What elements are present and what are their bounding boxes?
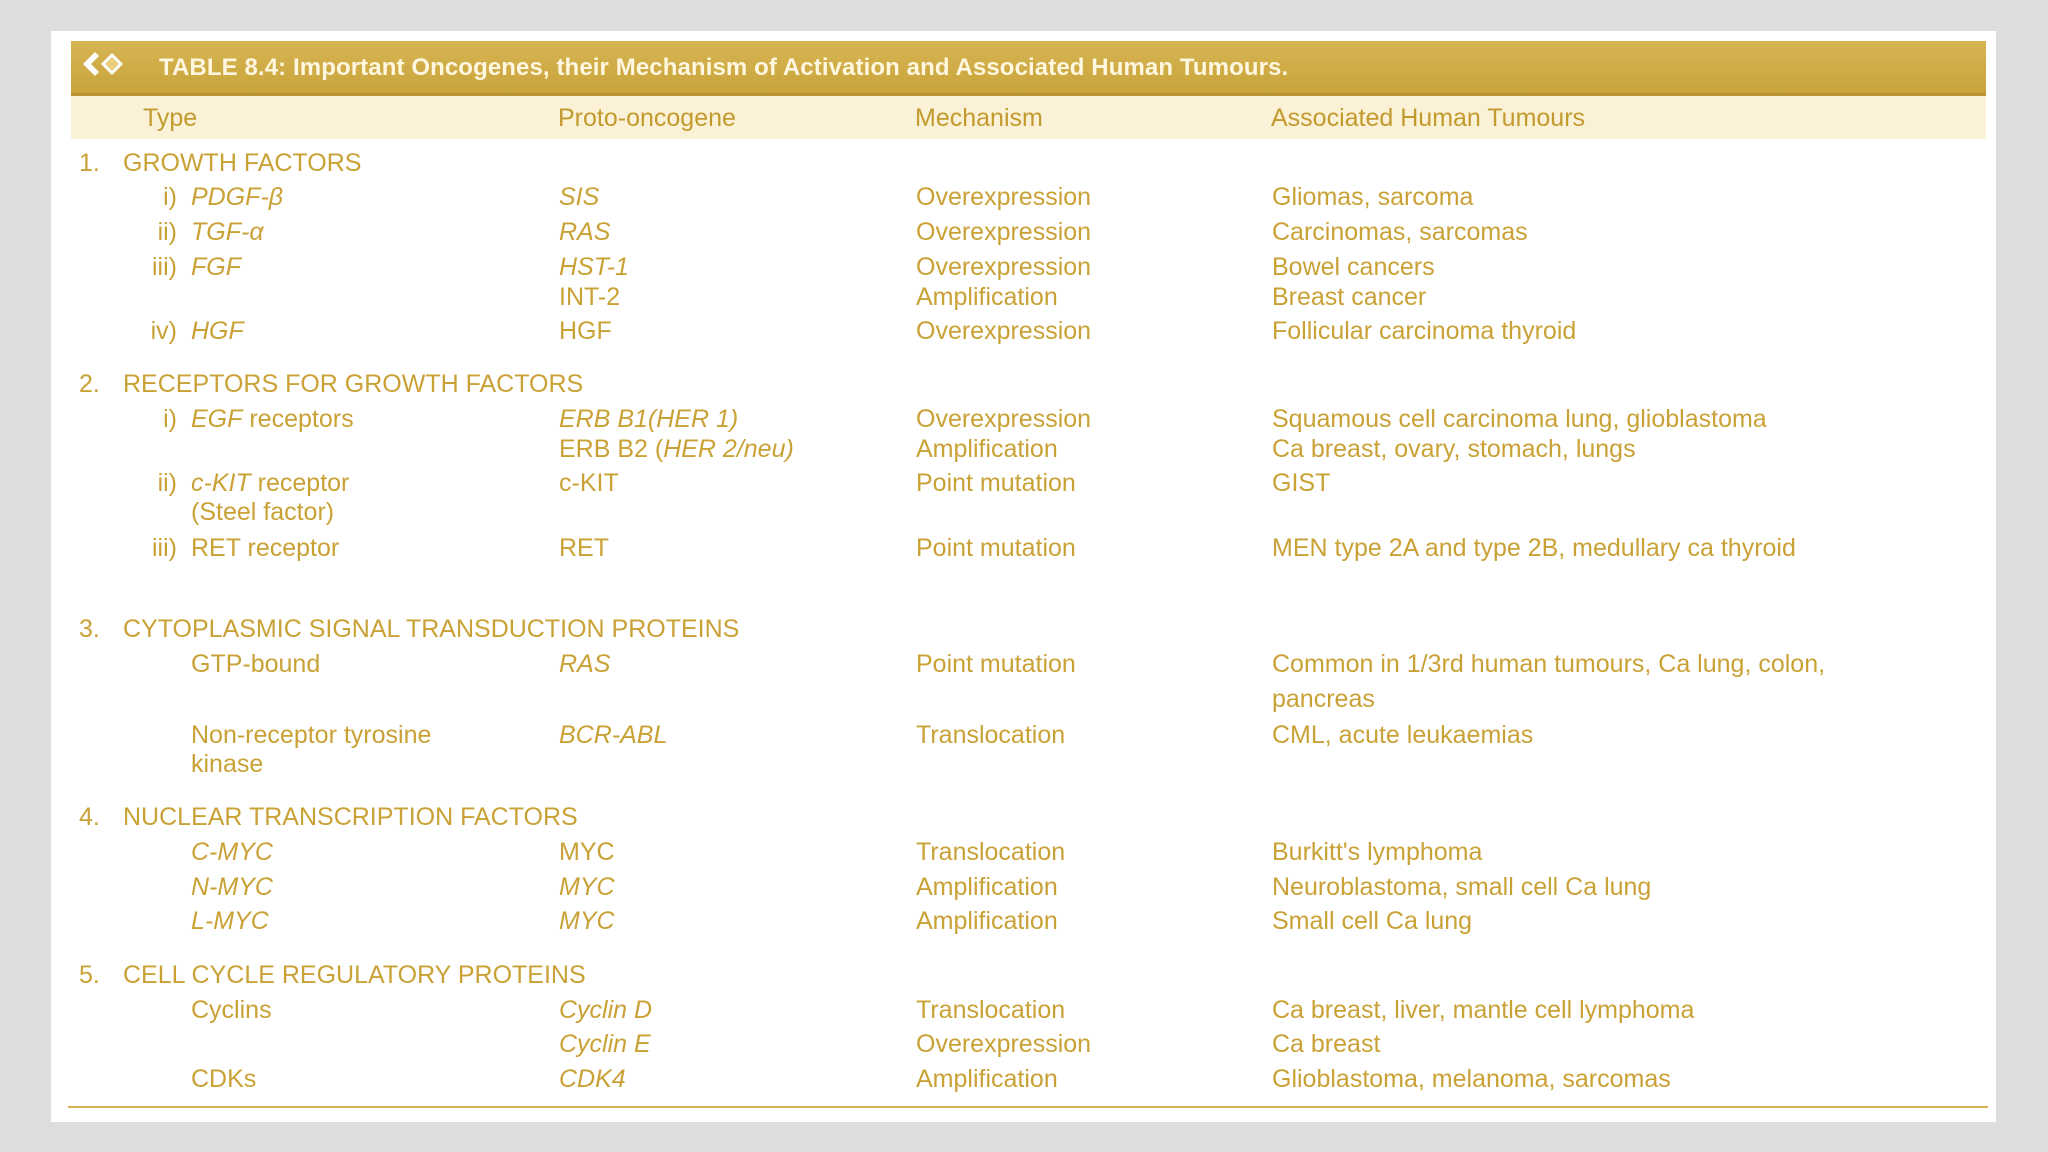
row-type: L-MYC bbox=[191, 907, 269, 935]
row-proto: c-KIT bbox=[559, 469, 619, 497]
row-mechanism: Point mutation bbox=[916, 469, 1076, 497]
column-header-type: Type bbox=[143, 104, 198, 132]
section-heading: CYTOPLASMIC SIGNAL TRANSDUCTION PROTEINS bbox=[123, 615, 740, 643]
row-tumours: Squamous cell carcinoma lung, glioblastoma bbox=[1272, 405, 1767, 433]
row-type: TGF-α bbox=[191, 218, 264, 246]
row-tumours: Neuroblastoma, small cell Ca lung bbox=[1272, 873, 1652, 901]
row-roman: i) bbox=[163, 405, 177, 433]
row-proto: SIS bbox=[559, 183, 600, 211]
row-tumours: Gliomas, sarcoma bbox=[1272, 183, 1474, 211]
row-tumours: MEN type 2A and type 2B, medullary ca thyroid bbox=[1272, 534, 1796, 562]
row-type: PDGF-β bbox=[191, 183, 284, 211]
row-tumours: Glioblastoma, melanoma, sarcomas bbox=[1272, 1065, 1671, 1093]
row-tumours: Ca breast, ovary, stomach, lungs bbox=[1272, 435, 1636, 463]
section-number: 3. bbox=[79, 615, 100, 643]
row-mechanism: Amplification bbox=[916, 435, 1058, 463]
row-proto: ERB B2 (HER 2/neu) bbox=[559, 435, 794, 463]
section-heading: GROWTH FACTORS bbox=[123, 149, 362, 177]
row-mechanism: Overexpression bbox=[916, 405, 1092, 433]
row-proto: Cyclin D bbox=[559, 996, 653, 1024]
row-tumours: Ca breast bbox=[1272, 1030, 1381, 1058]
slide bbox=[51, 31, 1996, 1122]
row-type: GTP-bound bbox=[191, 650, 321, 678]
row-type: Cyclins bbox=[191, 996, 272, 1024]
row-mechanism: Amplification bbox=[916, 873, 1058, 901]
row-type: CDKs bbox=[191, 1065, 257, 1093]
row-mechanism: Amplification bbox=[916, 283, 1058, 311]
row-roman: iii) bbox=[152, 253, 177, 281]
row-proto: BCR-ABL bbox=[559, 721, 668, 749]
row-mechanism: Amplification bbox=[916, 907, 1058, 935]
row-mechanism: Point mutation bbox=[916, 650, 1076, 678]
row-proto: MYC bbox=[559, 873, 615, 901]
row-mechanism: Translocation bbox=[916, 721, 1066, 749]
row-roman: iii) bbox=[152, 534, 177, 562]
row-proto: INT-2 bbox=[559, 283, 621, 311]
row-proto: HST-1 bbox=[559, 253, 629, 281]
row-type-line2: kinase bbox=[191, 750, 264, 778]
column-header-proto-oncogene: Proto-oncogene bbox=[558, 104, 736, 132]
row-type: EGF receptors bbox=[191, 405, 354, 433]
row-mechanism: Overexpression bbox=[916, 183, 1092, 211]
row-mechanism: Overexpression bbox=[916, 253, 1092, 281]
row-tumours: Follicular carcinoma thyroid bbox=[1272, 317, 1577, 345]
row-tumours: Breast cancer bbox=[1272, 283, 1427, 311]
row-proto: ERB B1(HER 1) bbox=[559, 405, 739, 433]
row-roman: i) bbox=[163, 183, 177, 211]
row-proto: RAS bbox=[559, 650, 611, 678]
table-title: TABLE 8.4: Important Oncogenes, their Mechanism of Activation and Associated Human Tumours. bbox=[159, 54, 1289, 81]
row-type: c-KIT receptor bbox=[191, 469, 350, 497]
row-proto: MYC bbox=[559, 907, 615, 935]
row-tumours: Common in 1/3rd human tumours, Ca lung, colon, bbox=[1272, 650, 1826, 678]
row-proto: RAS bbox=[559, 218, 611, 246]
row-tumours-line2: pancreas bbox=[1272, 685, 1375, 713]
row-roman: ii) bbox=[157, 469, 177, 497]
row-type: C-MYC bbox=[191, 838, 273, 866]
row-tumours: Carcinomas, sarcomas bbox=[1272, 218, 1528, 246]
column-header-mechanism: Mechanism bbox=[915, 104, 1043, 132]
row-type-line2: (Steel factor) bbox=[191, 498, 335, 526]
row-proto: RET bbox=[559, 534, 609, 562]
section-heading: NUCLEAR TRANSCRIPTION FACTORS bbox=[123, 803, 578, 831]
row-mechanism: Amplification bbox=[916, 1065, 1058, 1093]
section-heading: CELL CYCLE REGULATORY PROTEINS bbox=[123, 961, 586, 989]
table-header-row bbox=[71, 96, 1986, 139]
section-number: 2. bbox=[79, 370, 100, 398]
row-roman: ii) bbox=[157, 218, 177, 246]
row-mechanism: Translocation bbox=[916, 996, 1066, 1024]
row-proto: Cyclin E bbox=[559, 1030, 651, 1058]
diamond-arrow-icon bbox=[79, 47, 133, 81]
row-tumours: Small cell Ca lung bbox=[1272, 907, 1473, 935]
row-proto: MYC bbox=[559, 838, 615, 866]
column-header-tumours: Associated Human Tumours bbox=[1271, 104, 1586, 132]
section-number: 5. bbox=[79, 961, 100, 989]
table-bottom-rule bbox=[68, 1106, 1988, 1108]
row-tumours: Bowel cancers bbox=[1272, 253, 1435, 281]
section-heading: RECEPTORS FOR GROWTH FACTORS bbox=[123, 370, 584, 398]
row-type: RET receptor bbox=[191, 534, 340, 562]
row-mechanism: Overexpression bbox=[916, 218, 1092, 246]
row-mechanism: Overexpression bbox=[916, 317, 1092, 345]
section-number: 4. bbox=[79, 803, 100, 831]
row-proto: CDK4 bbox=[559, 1065, 626, 1093]
row-type: HGF bbox=[191, 317, 244, 345]
row-mechanism: Point mutation bbox=[916, 534, 1076, 562]
row-type: Non-receptor tyrosine bbox=[191, 721, 432, 749]
section-number: 1. bbox=[79, 149, 100, 177]
row-tumours: GIST bbox=[1272, 469, 1331, 497]
row-mechanism: Translocation bbox=[916, 838, 1066, 866]
row-tumours: Ca breast, liver, mantle cell lymphoma bbox=[1272, 996, 1695, 1024]
row-tumours: CML, acute leukaemias bbox=[1272, 721, 1534, 749]
row-type: FGF bbox=[191, 253, 241, 281]
table-title-bar bbox=[71, 41, 1986, 96]
row-type: N-MYC bbox=[191, 873, 273, 901]
row-mechanism: Overexpression bbox=[916, 1030, 1092, 1058]
row-roman: iv) bbox=[150, 317, 177, 345]
row-proto: HGF bbox=[559, 317, 612, 345]
row-tumours: Burkitt's lymphoma bbox=[1272, 838, 1483, 866]
